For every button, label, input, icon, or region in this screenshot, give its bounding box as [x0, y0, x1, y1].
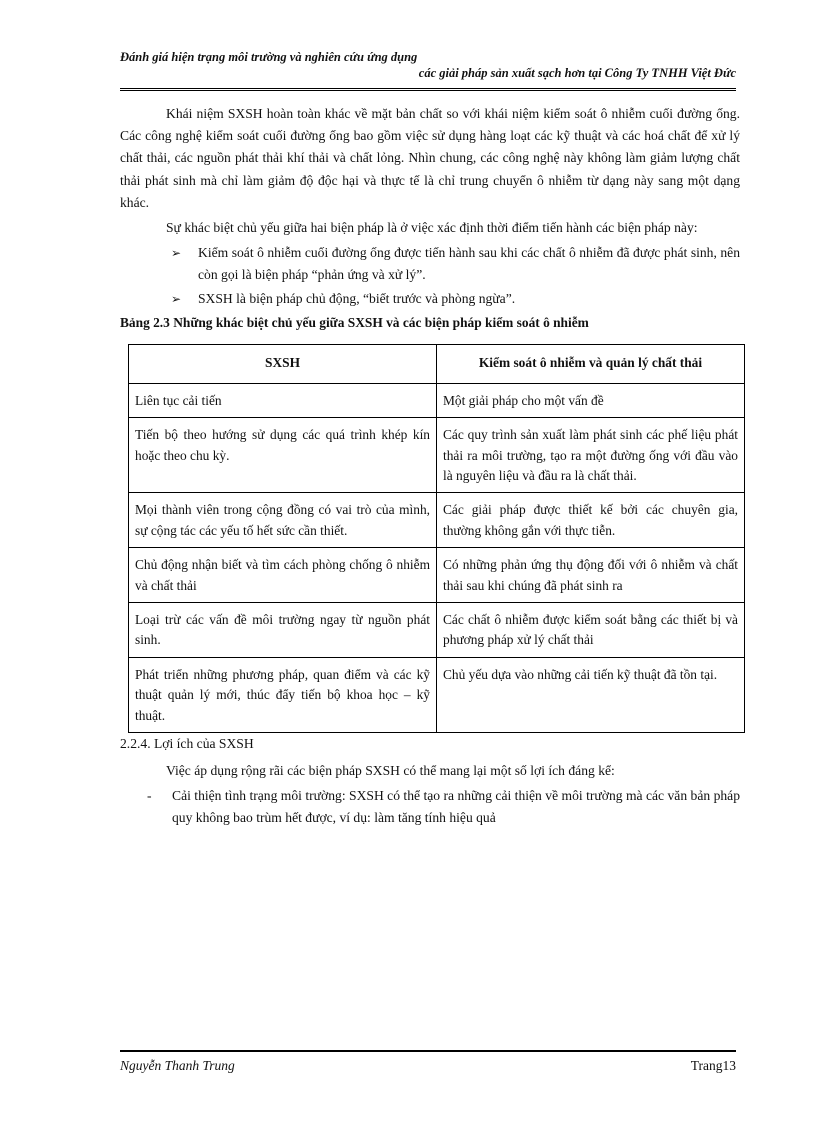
dash-item	[120, 785, 740, 829]
bullet-text: Kiểm soát ô nhiễm cuối đường ống được tiến hành sau khi các chất ô nhiễm đã được phát sinh, nên còn gọi là biện pháp “phản ứng và xử lý”.	[198, 245, 740, 283]
table-cell: Tiến bộ theo hướng sử dụng các quá trình khép kín hoặc theo chu kỳ.	[129, 418, 437, 493]
table-row	[129, 548, 745, 603]
header-divider	[120, 88, 736, 91]
footer-divider	[120, 1050, 736, 1052]
page-footer	[120, 1058, 736, 1074]
table-cell: Có những phản ứng thụ động đối với ô nhiễm và chất thải sau khi chúng đã phát sinh ra	[437, 548, 745, 603]
table-cell: Mọi thành viên trong cộng đồng có vai trò của mình, sự cộng tác các yếu tố hết sức cần thiết.	[129, 493, 437, 548]
table-cell: Các quy trình sản xuất làm phát sinh các phế liệu phát thải ra môi trường, tạo ra một đường ống với đầu vào là nguyên liệu và đầu ra là chất thải.	[437, 418, 745, 493]
paragraph-2: Sự khác biệt chủ yếu giữa hai biện pháp là ở việc xác định thời điểm tiến hành các biện pháp này:	[166, 220, 698, 236]
arrow-bullet-icon: ➢	[171, 292, 182, 307]
table-row	[129, 383, 745, 417]
table-row	[129, 657, 745, 732]
table-cell: Các giải pháp được thiết kế bởi các chuyên gia, thường không gắn với thực tiễn.	[437, 493, 745, 548]
bullet-item	[120, 288, 740, 310]
dash-bullet: -	[147, 787, 152, 803]
table-cell: Chủ động nhận biết và tìm cách phòng chống ô nhiễm và chất thải	[129, 548, 437, 603]
bullet-text: SXSH là biện pháp chủ động, “biết trước và phòng ngừa”.	[198, 291, 516, 307]
table-row	[129, 418, 745, 493]
section-heading: 2.2.4. Lợi ích của SXSH	[120, 736, 254, 752]
header-title-line-2: các giải pháp sản xuất sạch hơn tại Công Ty TNHH Việt Đức	[418, 66, 736, 80]
table-cell: Các chất ô nhiễm được kiểm soát bằng các thiết bị và phương pháp xử lý chất thải	[437, 603, 745, 658]
table-cell: Loại trừ các vấn đề môi trường ngay từ nguồn phát sinh.	[129, 603, 437, 658]
arrow-bullet-icon: ➢	[171, 246, 182, 261]
comparison-table	[128, 344, 745, 733]
column-header-pollution-control: Kiểm soát ô nhiễm và quản lý chất thải	[437, 345, 745, 383]
table-cell: Phát triển những phương pháp, quan điểm và các kỹ thuật quản lý mới, thúc đẩy tiến bộ khoa học – kỹ thuật.	[129, 657, 437, 732]
table-caption: Bảng 2.3 Những khác biệt chủ yếu giữa SXSH và các biện pháp kiểm soát ô nhiễm	[120, 315, 589, 331]
bullet-list	[120, 242, 740, 310]
page-content	[120, 103, 740, 829]
table-cell: Một giải pháp cho một vấn đề	[437, 383, 745, 417]
page-number: Trang13	[690, 1058, 736, 1073]
table-row	[129, 603, 745, 658]
table-cell: Liên tục cải tiến	[129, 383, 437, 417]
paragraph-3: Việc áp dụng rộng rãi các biện pháp SXSH có thể mang lại một số lợi ích đáng kể:	[166, 763, 615, 779]
table-row	[129, 493, 745, 548]
running-header	[120, 49, 736, 81]
table-cell: Chủ yếu dựa vào những cải tiến kỹ thuật đã tồn tại.	[437, 657, 745, 732]
bullet-item	[120, 242, 740, 286]
paragraph-1: Khái niệm SXSH hoàn toàn khác về mặt bản chất so với khái niệm kiểm soát ô nhiễm cuối đường ống. Các công nghệ kiểm soát cuối đường ống bao gồm việc sử dụng hàng loạt các kỹ thuật và các hoá chất để xử lý chất thải, các nguồn phát thải khí thải và chất lỏng. Nhìn chung, các công nghệ này không làm giảm lượng chất thải phát sinh mà chỉ làm giảm độ độc hại và thực tế là chỉ trung chuyển ô nhiễm từ dạng này sang một dạng khác.	[120, 106, 740, 210]
dash-item-text: Cải thiện tình trạng môi trường: SXSH có thể tạo ra những cải thiện về môi trường mà các văn bản pháp quy không bao trùm hết được, ví dụ: làm tăng tính hiệu quả	[172, 787, 740, 825]
footer-author: Nguyễn Thanh Trung	[120, 1058, 235, 1073]
header-title-line-1: Đánh giá hiện trạng môi trường và nghiên cứu ứng dụng	[120, 50, 418, 64]
table-header-row	[129, 345, 745, 383]
column-header-sxsh: SXSH	[129, 345, 437, 383]
dash-list	[120, 785, 740, 829]
